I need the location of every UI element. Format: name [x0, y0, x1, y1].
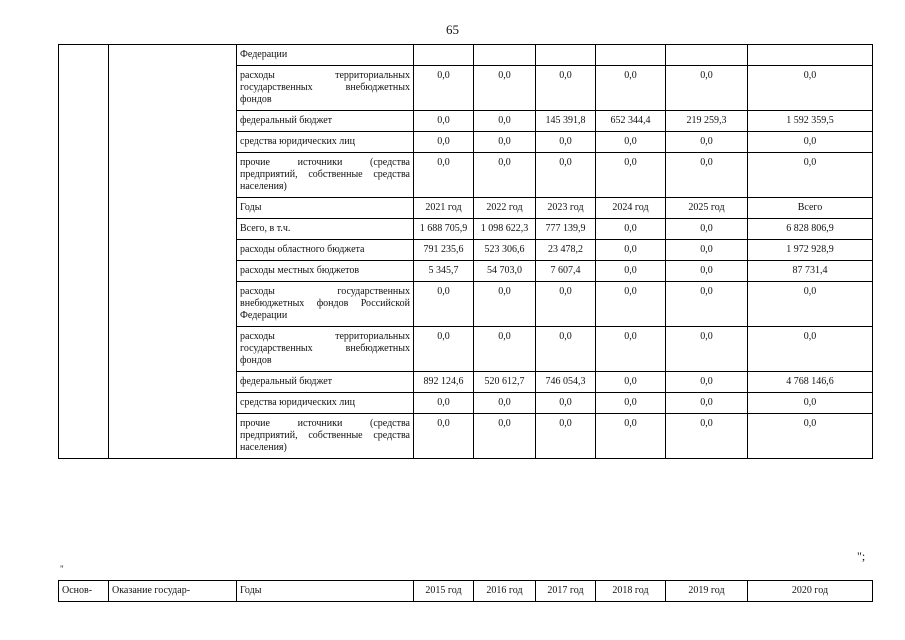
value-cell: 0,0 [666, 414, 748, 459]
value-cell: 0,0 [536, 414, 596, 459]
year-cell: 2016 год [474, 581, 536, 602]
value-cell: 0,0 [748, 282, 873, 327]
row-label-cell: федеральный бюджет [237, 372, 414, 393]
value-cell: 0,0 [666, 261, 748, 282]
row-label-cell: Всего, в т.ч. [237, 219, 414, 240]
value-cell: 7 607,4 [536, 261, 596, 282]
row-label-cell: Годы [237, 581, 414, 602]
row-label-cell: расходы территориальных государственных внебюджетных фондов [237, 66, 414, 111]
value-cell: 0,0 [536, 393, 596, 414]
value-cell: 520 612,7 [474, 372, 536, 393]
value-cell: 2023 год [536, 198, 596, 219]
closing-quote: "; [857, 549, 866, 563]
value-cell: 0,0 [666, 282, 748, 327]
value-cell: 5 345,7 [414, 261, 474, 282]
section-number-cell: Основ- [59, 581, 109, 602]
value-cell: 0,0 [536, 327, 596, 372]
value-cell: 0,0 [666, 132, 748, 153]
row-label-cell: Федерации [237, 45, 414, 66]
value-cell: 0,0 [596, 153, 666, 198]
value-cell: 2024 год [596, 198, 666, 219]
section-name-cell [109, 45, 237, 459]
value-cell: 0,0 [666, 219, 748, 240]
value-cell: 652 344,4 [596, 111, 666, 132]
year-cell: 2017 год [536, 581, 596, 602]
value-cell: 0,0 [414, 111, 474, 132]
value-cell: 23 478,2 [536, 240, 596, 261]
row-label-cell: расходы территориальных государственных внебюджетных фондов [237, 327, 414, 372]
value-cell: 0,0 [596, 372, 666, 393]
value-cell: 0,0 [414, 66, 474, 111]
value-cell: 0,0 [666, 372, 748, 393]
value-cell: 219 259,3 [666, 111, 748, 132]
value-cell [596, 45, 666, 66]
value-cell: 0,0 [666, 327, 748, 372]
section-number-cell [59, 45, 109, 459]
value-cell: 0,0 [596, 261, 666, 282]
value-cell: 0,0 [596, 414, 666, 459]
value-cell: 0,0 [474, 414, 536, 459]
value-cell: 0,0 [474, 153, 536, 198]
value-cell: 0,0 [666, 66, 748, 111]
value-cell: 2025 год [666, 198, 748, 219]
value-cell: 0,0 [536, 66, 596, 111]
row-label-cell: федеральный бюджет [237, 111, 414, 132]
value-cell: 0,0 [666, 153, 748, 198]
value-cell: 0,0 [596, 66, 666, 111]
value-cell: 0,0 [748, 66, 873, 111]
year-cell: 2019 год [666, 581, 748, 602]
value-cell: 0,0 [666, 393, 748, 414]
value-cell: 0,0 [748, 153, 873, 198]
value-cell [666, 45, 748, 66]
value-cell: 0,0 [748, 393, 873, 414]
value-cell: 4 768 146,6 [748, 372, 873, 393]
value-cell: 892 124,6 [414, 372, 474, 393]
value-cell: 87 731,4 [748, 261, 873, 282]
value-cell: 0,0 [474, 282, 536, 327]
value-cell: 1 592 359,5 [748, 111, 873, 132]
value-cell: 1 688 705,9 [414, 219, 474, 240]
section-name-cell: Оказание государ- [109, 581, 237, 602]
value-cell: 54 703,0 [474, 261, 536, 282]
value-cell: 1 972 928,9 [748, 240, 873, 261]
page-number: 65 [446, 22, 459, 37]
value-cell: 791 235,6 [414, 240, 474, 261]
value-cell: 0,0 [474, 111, 536, 132]
value-cell [414, 45, 474, 66]
value-cell: 777 139,9 [536, 219, 596, 240]
year-cell: 2015 год [414, 581, 474, 602]
value-cell: 0,0 [474, 132, 536, 153]
value-cell: 0,0 [666, 240, 748, 261]
value-cell: 1 098 622,3 [474, 219, 536, 240]
value-cell: 0,0 [748, 327, 873, 372]
value-cell: 0,0 [596, 282, 666, 327]
value-cell: 6 828 806,9 [748, 219, 873, 240]
year-cell: 2020 год [748, 581, 873, 602]
value-cell [474, 45, 536, 66]
value-cell: 0,0 [414, 414, 474, 459]
value-cell: 0,0 [474, 66, 536, 111]
value-cell: 0,0 [414, 393, 474, 414]
value-cell: 523 306,6 [474, 240, 536, 261]
funding-table [58, 44, 873, 459]
row-label-cell: расходы областного бюджета [237, 240, 414, 261]
table-row [59, 581, 873, 602]
value-cell: 0,0 [414, 132, 474, 153]
value-cell [748, 45, 873, 66]
value-cell: 0,0 [474, 327, 536, 372]
value-cell: 0,0 [596, 327, 666, 372]
value-cell: 0,0 [414, 282, 474, 327]
value-cell: 0,0 [536, 132, 596, 153]
table-row [59, 45, 873, 66]
value-cell: 0,0 [748, 132, 873, 153]
row-label-cell: прочие источники (средства предприятий, собственные средства населения) [237, 153, 414, 198]
value-cell: 0,0 [536, 282, 596, 327]
value-cell [536, 45, 596, 66]
value-cell: 2021 год [414, 198, 474, 219]
value-cell: 0,0 [596, 393, 666, 414]
value-cell: 145 391,8 [536, 111, 596, 132]
year-cell: 2018 год [596, 581, 666, 602]
value-cell: 2022 год [474, 198, 536, 219]
row-label-cell: расходы местных бюджетов [237, 261, 414, 282]
row-label-cell: средства юридических лиц [237, 393, 414, 414]
value-cell: 0,0 [596, 132, 666, 153]
value-cell: 0,0 [414, 153, 474, 198]
row-label-cell: средства юридических лиц [237, 132, 414, 153]
opening-quote: " [60, 564, 64, 574]
row-label-cell: прочие источники (средства предприятий, собственные средства населения) [237, 414, 414, 459]
next-section-table [58, 580, 873, 602]
value-cell: 0,0 [748, 414, 873, 459]
value-cell: 0,0 [596, 219, 666, 240]
value-cell: 0,0 [474, 393, 536, 414]
value-cell: 0,0 [596, 240, 666, 261]
row-label-cell: расходы государственных внебюджетных фондов Российской Федерации [237, 282, 414, 327]
value-cell: 746 054,3 [536, 372, 596, 393]
value-cell: 0,0 [414, 327, 474, 372]
value-cell: 0,0 [536, 153, 596, 198]
value-cell: Всего [748, 198, 873, 219]
row-label-cell: Годы [237, 198, 414, 219]
